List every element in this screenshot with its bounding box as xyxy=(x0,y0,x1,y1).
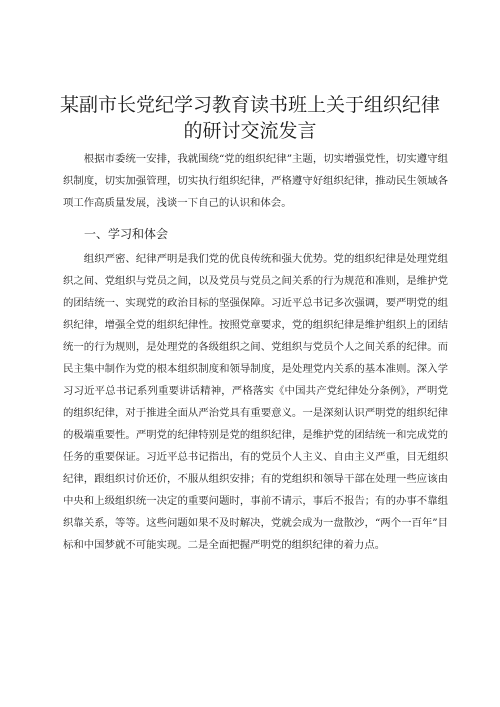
document-title-line-2: 的研讨交流发言 xyxy=(183,120,317,142)
section-body-paragraph: 组织严密、纪律严明是我们党的优良传统和强大优势。党的组织纪律是处理党组织之间、党组织与党员之间，以及党员与党员之间关系的行为规范和准则，是维护党的团结统一、实现党的政治目标的坚强保障。习近平总书记多次强调，要严明党的组织纪律，增强全党的组织纪律性。按照党章要求，党的组织纪律是维护组织上的团结统一的行为规则，是处理党的各级组织之间、党组织与党员个人之间关系的纪律。而民主集中制作为党的根本组织制度和领导制度，是处理党内关系的基本准则。深入学习习近平总书记系列重要讲话精神，严格落实《中国共产党纪律处分条例》，严明党的组织纪律，对于推进全面从严治党具有重要意义。一是深刻认识严明党的组织纪律的极端重要性。严明党的纪律特别是党的组织纪律，是维护党的团结统一和完成党的任务的重要保证。习近平总书记指出，有的党员个人主义、自由主义严重，目无组织纪律，跟组织讨价还价，不服从组织安排；有的党组织和领导干部在处理一些应该由中央和上级组织统一决定的重要问题时，事前不请示，事后不报告；有的办事不靠组织靠关系，等等。这些问题如果不及时解决，党就会成为一盘散沙，“两个一百年”目标和中国梦就不可能实现。二是全面把握严明党的组织纪律的着力点。 xyxy=(63,253,448,551)
section-heading-study: 一、学习和体会 xyxy=(84,227,169,241)
intro-paragraph-block xyxy=(63,148,448,214)
document-title-line-1: 某副市长党纪学习教育读书班上关于组织纪律 xyxy=(59,94,440,116)
intro-paragraph: 根据市委统一安排，我就围绕“党的组织纪律”主题，切实增强党性，切实遵守组织制度，切实加强管理，切实执行组织纪律，严格遵守好组织纪律，推动民生领域各项工作高质量发展，浅谈一下自己的认识和体会。 xyxy=(63,153,448,209)
section-body-block xyxy=(63,248,448,556)
